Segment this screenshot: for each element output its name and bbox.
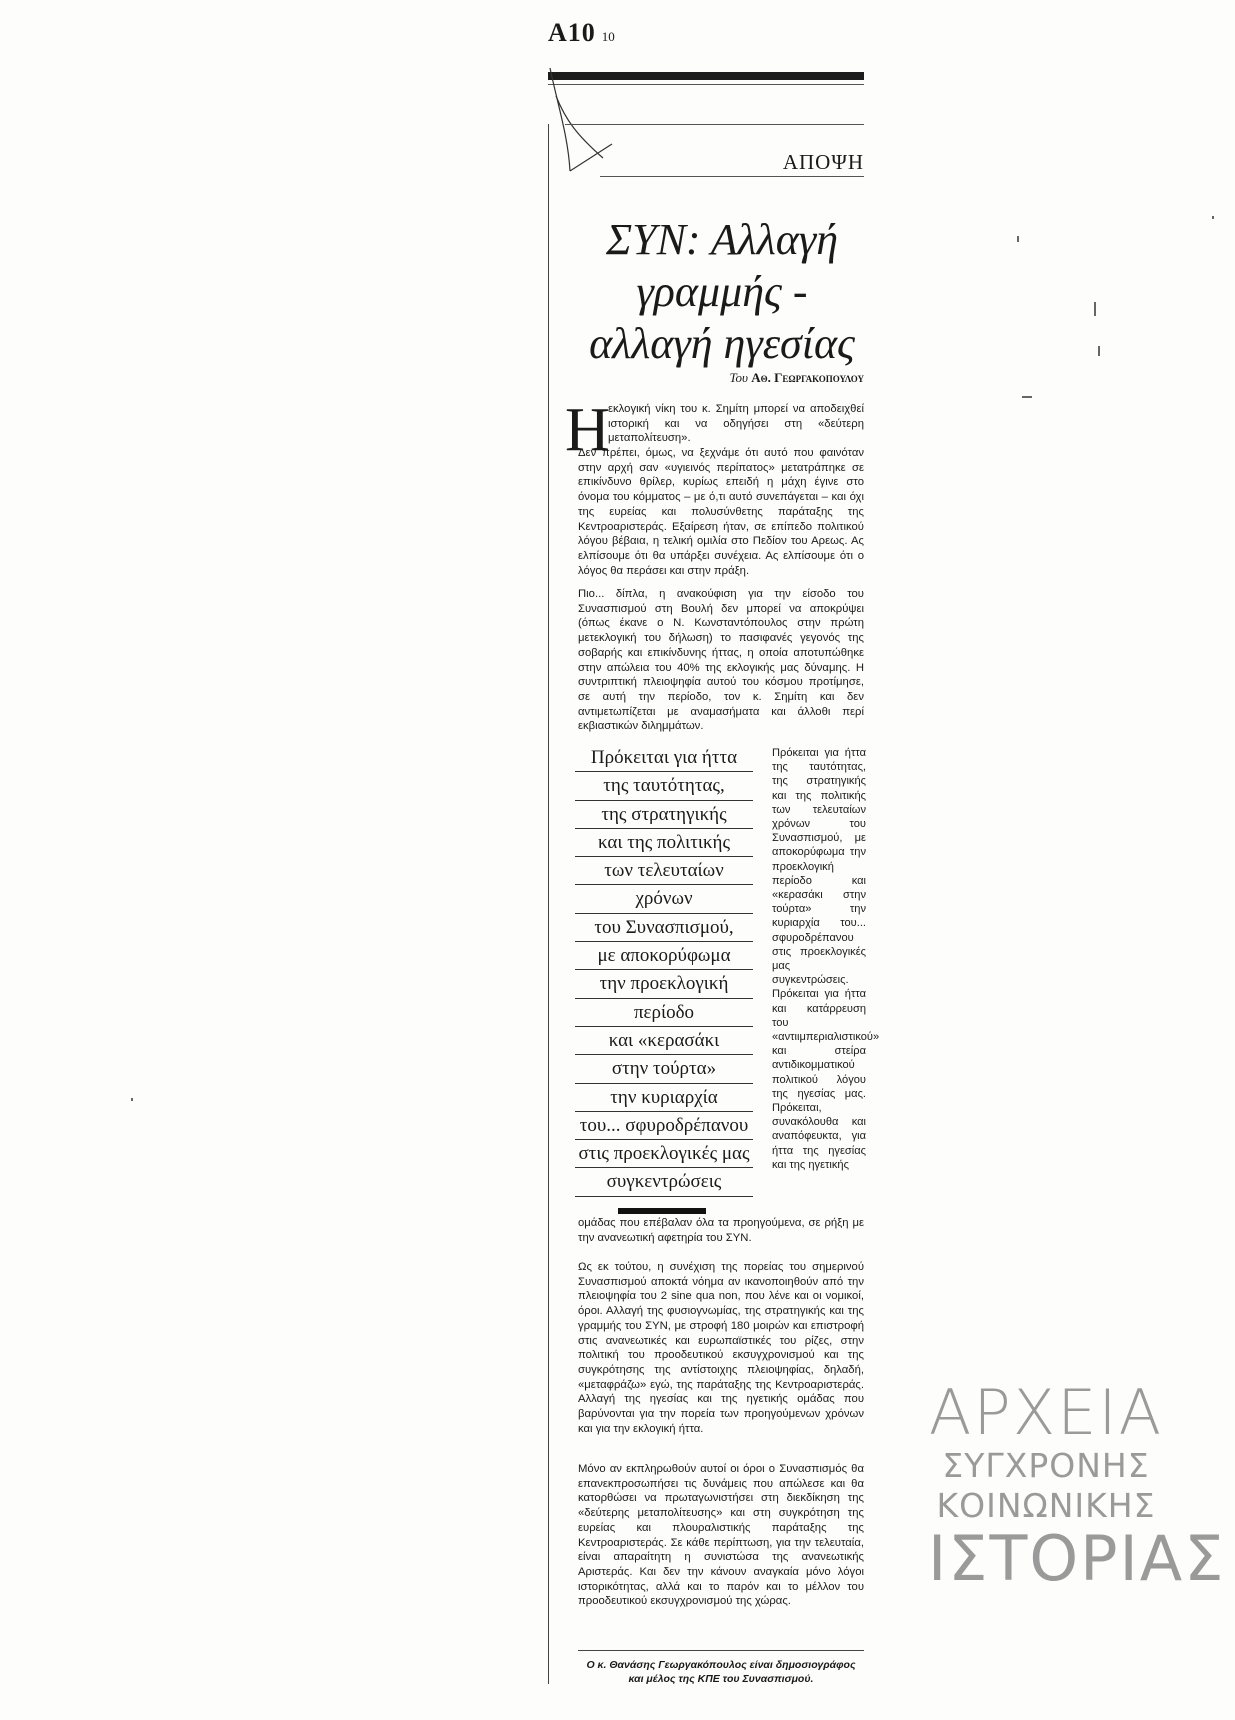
body-paragraph: ομάδας που επέβαλαν όλα τα προηγούμενα, σε ρήξη με την ανανεωτική αφετηρία του ΣΥΝ. [578,1217,864,1244]
note-rule [578,1650,864,1651]
column-top-rule [565,124,864,125]
drop-cap: Η [565,396,610,464]
byline-prefix: Του [729,370,748,385]
byline [565,370,864,386]
pull-quote-line: στις προεκλογικές μας [575,1140,753,1168]
body-paragraph: Πιο... δίπλα, η ανακούφιση για την είσοδο του Συνασπισμού στη Βουλή δεν μπορεί να αποκρύψει (όπως έκανε ο Ν. Κωνσταντόπουλος στην πρώτη μετεκλογική του δήλωση) το πασιφανές γεγονός της σοβαρής και επικίνδυνης ήττας, η οποία αποτυπώθηκε στην απώλεια του 40% της εκλογικής μας δύναμης. Η συντριπτική πλειοψηφία αυτού του κόσμου προτίμησε, σε αυτή την περίοδο, τον κ. Σημίτη και δεν αντιμετωπίζεται με αναμασήματα και άλλοθι περί εκβιαστικών διλημμάτων. [578,588,864,733]
page-number: A10 [548,18,596,47]
body-paragraph: Μόνο αν εκπληρωθούν αυτοί οι όροι ο Συνασπισμός θα επανεκπροσωπήσει τις δυνάμεις που απώλεσε και θα κατορθώσει να πρωταγωνιστήσει στη διεκδίκηση της «δεύτερης μεταπολίτευσης» και στη συγκρότηση της ευρείας και πλουραλιστικής παράταξης της Κεντροαριστεράς. Σε κάθε περίπτωση, για την τελευταία, είναι απαραίτητη η συνιστώσα της ανανεωτικής Αριστεράς. Και δεν την κάνουν αναγκαία μόνο λόγοι ιστορικότητας, αλλά και το παρόν και το μέλλον του προοδευτικού εκσυγχρονισμού της χώρας. [578,1463,864,1608]
scan-speck [1017,236,1019,242]
scan-speck [131,1098,133,1101]
stamp-line: ΑΡΧΕΙΑ [928,1376,1164,1449]
scan-speck [1212,216,1214,219]
pull-quote-line: την προεκλογική [575,970,753,998]
headline-line: αλλαγή ηγεσίας [589,319,855,368]
pull-quote-line: χρόνων [575,885,753,913]
pull-quote-line: περίοδο [575,999,753,1027]
headline-line: γραμμής - [636,267,808,316]
page-number-small: 10 [601,29,615,44]
pull-quote-bar [618,1208,706,1214]
body-paragraph: Ως εκ τούτου, η συνέχιση της πορείας του σημερινού Συνασπισμού αποκτά νόημα αν ικανοποιηθούν από την πλειοψηφία του 2 sine qua non, που λένε και οι νομικοί, όροι. Αλλαγή της φυσιογνωμίας, της στρατηγικής και της γραμμής του ΣΥΝ, με στροφή 180 μοιρών και επιστροφή στις ανανεωτικές και ευρωπαϊστικές του ρίζες, στην πολιτική του προοδευτικού εκσυγχρονισμού και της συγκρότησης της αντίστοιχης πλειοψηφίας, δηλαδή, «μεταφράζω» εγώ, της παράταξης της Κεντροαριστεράς. Αλλαγή της ηγεσίας και της ηγετικής ομάδας που βαρύνονται για την πορεία των προηγούμενων χρόνων και για την εκλογική ήττα. [578,1261,864,1435]
archive-stamp [928,1376,1226,1595]
pull-quote-line: στην τούρτα» [575,1055,753,1083]
pull-quote-line: της στρατηγικής [575,801,753,829]
headline [580,214,864,370]
pull-quote [575,744,753,1197]
pull-quote-line: και της πολιτικής [575,829,753,857]
pull-quote-line: και «κερασάκι [575,1027,753,1055]
pull-quote-line: Πρόκειται για ήττα [575,744,753,772]
headline-line: ΣΥΝ: Αλλαγή [605,215,839,264]
scan-speck [1098,346,1100,356]
section-rule [600,176,864,177]
pull-quote-line: με αποκορύφωμα [575,942,753,970]
stamp-line: ΚΟΙΝΩΝΙΚΗΣ [936,1486,1156,1525]
intro-paragraph: εκλογική νίκη του κ. Σημίτη μπορεί να αποδειχθεί ιστορική και να οδηγήσει στη «δεύτερη μεταπολίτευση». [608,403,864,445]
stamp-line: ΙΣΤΟΡΙΑΣ [928,1522,1226,1595]
stamp-line: ΣΥΓΧΡΟΝΗΣ [942,1446,1150,1485]
page-header [548,18,615,48]
section-label: ΑΠΟΨΗ [782,150,864,174]
pull-quote-line: του Συνασπισμού, [575,914,753,942]
scan-speck [1022,396,1032,398]
wrap-paragraph: Πρόκειται για ήττα της ταυτότητας, της στρατηγικής και της πολιτικής των τελευταίων χρόνων του Συνασπισμού, με αποκορύφωμα την προεκλογική περίοδο και «κερασάκι στην τούρτα» την κυριαρχία του... σφυροδρέπανου στις προεκλογικές μας συγκεντρώσεις. Πρόκειται για ήττα και κατάρρευση του «αντιιμπεριαλιστικού» και στείρα αντιδικομματικού πολιτικού λόγου της ηγεσίας μας. Πρόκειται, συνακόλουθα και αναπόφευκτα, για ήττα της ηγεσίας και της ηγετικής [772,747,880,1171]
byline-author: Αθ. Γεωργακοπουλου [751,370,864,385]
pull-quote-line: του... σφυροδρέπανου [575,1112,753,1140]
pull-quote-line: την κυριαρχία [575,1084,753,1112]
body-paragraph: Δεν πρέπει, όμως, να ξεχνάμε ότι αυτό που φαινόταν στην αρχή σαν «υγιεινός περίπατος» μετατράπηκε σε επικίνδυνο θρίλερ, κυρίως επειδή η μάχη έγινε στο όνομα του κόμματος – με ό,τι αυτό συνεπάγεται – και όχι της ευρείας και πολυσύνθετης παράταξης της Κεντροαριστεράς. Εξαίρεση ήταν, σε επίπεδο πολιτικού λόγου βέβαια, η τελική ομιλία στο Πεδίον του Αρεως. Ας ελπίσουμε ότι θα υπάρξει συνέχεια. Ας ελπίσουμε ότι ο λόγος θα περάσει και στην πράξη. [578,447,864,577]
pull-quote-line: των τελευταίων [575,857,753,885]
author-note: Ο κ. Θανάσης Γεωργακόπουλος είναι δημοσιογράφος και μέλος της ΚΠΕ του Συνασπισμού. [586,1659,856,1685]
pull-quote-line: της ταυτότητας, [575,772,753,800]
scan-speck [1094,302,1096,316]
pull-quote-line: συγκεντρώσεις [575,1168,753,1196]
